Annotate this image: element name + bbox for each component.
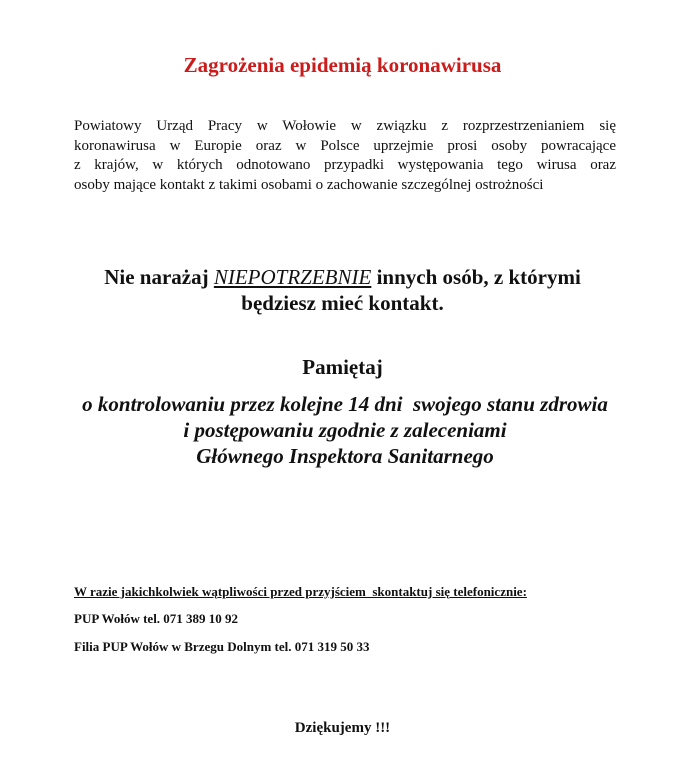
remember-instructions	[0, 391, 685, 469]
thanks-message: Dziękujemy !!!	[294, 720, 391, 736]
warning-line-2: będziesz mieć kontakt.	[241, 291, 444, 315]
warning-message	[0, 264, 685, 316]
remember-heading: Pamiętaj	[302, 355, 383, 379]
intro-line-1: Powiatowy Urząd Pracy w Wołowie w związku z rozprzestrzenianiem się	[74, 118, 616, 134]
warning-suffix: innych osób, z którymi	[371, 265, 581, 289]
remember-line-2: i postępowaniu zgodnie z zaleceniami	[183, 418, 507, 442]
contact-heading: W razie jakichkolwiek wątpliwości przed przyjściem skontaktuj się telefonicznie:	[74, 584, 527, 599]
warning-line-1	[0, 264, 685, 290]
warning-emphasis: NIEPOTRZEBNIE	[213, 265, 372, 289]
document-title: Zagrożenia epidemią koronawirusa	[183, 53, 502, 77]
intro-line-2: koronawirusa w Europie oraz w Polsce uprzejmie prosi osoby powracające	[74, 137, 616, 154]
contact-office-wolow: PUP Wołów tel. 071 389 10 92	[74, 611, 239, 626]
remember-line-1: o kontrolowaniu przez kolejne 14 dni swojego stanu zdrowia	[82, 392, 608, 416]
intro-line-3: z krajów, w których odnotowano przypadki występowania tego wirusa oraz	[74, 157, 616, 173]
remember-line-3: Głównego Inspektora Sanitarnego	[196, 444, 494, 468]
intro-paragraph	[74, 117, 616, 195]
warning-prefix: Nie narażaj	[104, 265, 214, 289]
intro-line-4: osoby mające kontakt z takimi osobami o zachowanie szczególnej ostrożności	[74, 176, 544, 193]
contact-office-brzeg-dolny: Filia PUP Wołów w Brzegu Dolnym tel. 071 319 50 33	[74, 639, 370, 654]
